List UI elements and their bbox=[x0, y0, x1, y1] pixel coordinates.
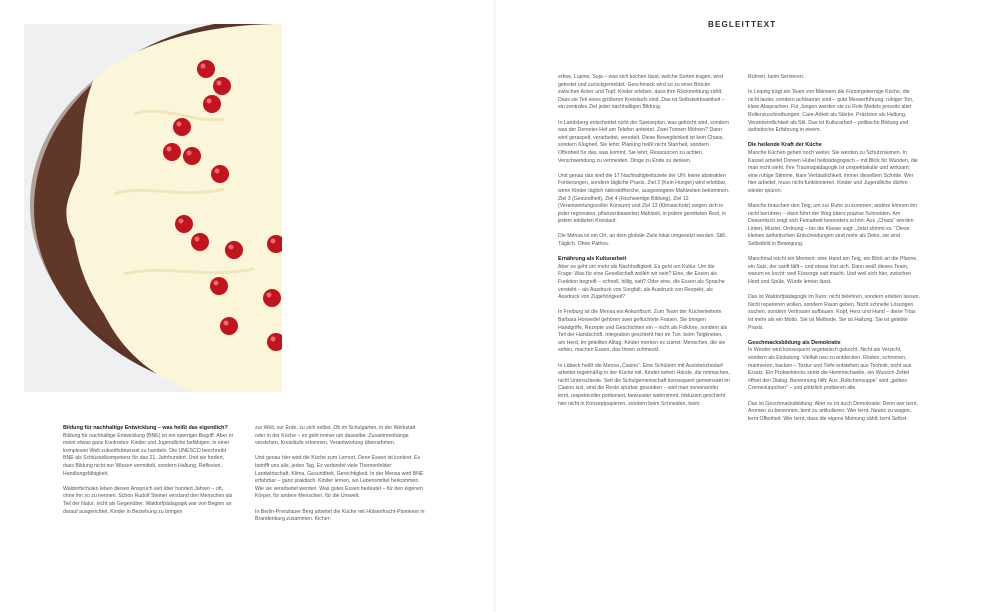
article-subheading: Ernährung als Kulturarbeit bbox=[558, 256, 627, 263]
berry-highlight bbox=[271, 337, 276, 342]
article-subheading: Geschmacksbildung als Demokratie bbox=[748, 339, 841, 346]
cake-photo bbox=[24, 24, 282, 392]
text-column-1 bbox=[63, 425, 235, 524]
page-gutter bbox=[494, 0, 496, 612]
berry-highlight bbox=[207, 99, 212, 104]
article-paragraph: Das ist Waldorfpädagogik im Kern: nicht belehren, sondern erleben lassen. Nicht reparieren wollen, sondern Raum geben. Nicht schnelle Lösungen suchen, sondern Vertrauen aufbauen. Kopf, Herz und Hand – diese Trias ist mehr als ein Motto. Sie ist Methode. Sie ist Haltung. Sie ist gelebte Praxis. bbox=[748, 294, 920, 331]
berry bbox=[210, 277, 228, 295]
berry bbox=[163, 143, 181, 161]
berry-highlight bbox=[215, 169, 220, 174]
article-subheading: Die heilende Kraft der Küche bbox=[748, 142, 822, 149]
berry bbox=[220, 317, 238, 335]
article-paragraph: Die Mensa ist ein Ort, an dem globale Ziele lokal umgesetzt werden. Still. Täglich. Ohne Pathos. bbox=[558, 233, 727, 248]
article-paragraph: In Werder wird konsequent vegetarisch gekocht. Nicht als Verzicht, sondern als Einladung. Vielfalt neu zu entdecken. Rösten, schmoren, marinieren, backen – Textur und Tiefe entstehen aus Technik, nicht aus Ersatz. Ein Probierklecks senkt die Hemmschwelle, ein Wunsch-Zettel öffnet den Dialog. Benennung hilft: Aus „Rübchensuppe“ wird „gelbes Cremesüppchen“ – und plötzlich probieren alle. bbox=[748, 347, 912, 392]
article-subheading: Bildung für nachhaltige Entwicklung – was heißt das eigentlich? bbox=[63, 425, 228, 431]
berry bbox=[263, 289, 281, 307]
article-paragraph: Und genau das sind die 17 Nachhaltigkeitsziele der UN: keine abstrakten Forderungen, sondern tägliche Praxis. Ziel 2 (Kein Hunger) wird erlebbar, wenn Kinder täglich nährstoffreiche, ausgewogene Mahlzeiten bekommen. Ziel 3 (Gesundheit), Ziel 4 (Hochwertige Bildung), Ziel 12 (Verantwortungsvoller Konsum) und Ziel 13 (Klimaschutz) zeigen sich in jeder regionalen, pflanzenbasierten Mahlzeit, in jedem geretteten Rest, in jedem erklärten Kreislauf. bbox=[558, 172, 730, 225]
section-label: BEGLEITTEXT bbox=[708, 20, 777, 29]
article-paragraph: Waldorfschulen leben diesen Anspruch seit über hundert Jahren – oft, ohne ihn so zu nennen. Schon Rudolf Steiner verstand den Menschen als Teil der Natur, nicht als Gegenüber. Waldorfpädagogik war von Beginn an darauf ausgerichtet, Kinder in Beziehung zu bringen bbox=[63, 485, 233, 515]
berry-highlight bbox=[177, 122, 182, 127]
text-column-2 bbox=[255, 425, 427, 531]
berry-highlight bbox=[224, 321, 229, 326]
berry bbox=[213, 77, 231, 95]
berry-highlight bbox=[187, 151, 192, 156]
berry-highlight bbox=[195, 237, 200, 242]
berry-highlight bbox=[167, 147, 172, 152]
article-paragraph: Manchmal reicht ein Moment: eine Hand am Teig, ein Blick an die Pfanne, ein Salz, der sanft fällt – und etwas löst sich. Dann weiß dieses Team, warum es kocht: weil Fürsorge satt macht. Und weil sich hier, zwischen Herd und Spüle, Würde lernen lässt. bbox=[748, 256, 918, 286]
article-paragraph: In Landsberg entscheidet nicht der Speiseplan, was gekocht wird, sondern was der Demeter-Hof am Telefon anbietet. Zwei Tonnen Möhren? Dann wird geraspelt, verarbeitet, veredelt. Diese Beweglichkeit ist kein Chaos, sondern Klugheit. Sie lehrt: Planung heißt nicht Starrheit, sondern Offenheit für das, was kommt. Sie lehrt, Ressourcen zu achten. Verschwendung zu vermeiden. Dinge zu Ende zu denken. bbox=[558, 119, 730, 164]
article-paragraph: Aber es geht um mehr als Nachhaltigkeit. Es geht um Kultur. Um die Frage: Was für eine Gesellschaft wollen wir sein? Eine, die Essen als Funktion begreift – schnell, billig, satt? Oder eine, die Essen als Sprache versteht – als Ausdruck von Sorgfalt, als Ausdruck von Respekt, als Ausdruck von Zugehörigkeit? bbox=[558, 263, 725, 301]
article-paragraph: erbse, Lupine, Soja – was sich kochen lässt, welche Sorten tragen, wird getestet und zurückgemeldet. Geschmack wird so zu einer Brücke zwischen Acker und Topf. Kinder erleben, dass ihre Rückmeldung zählt. Dass sie Teil eines größeren Kreislaufs sind. Das ist Selbstwirksamkeit – ein zentrales Ziel jeder nachhaltigen Bildung. bbox=[558, 74, 725, 111]
article-paragraph: Und genau hier wird die Küche zum Lernort. Denn Essen ist konkret. Es betrifft uns alle, jeden Tag. Es verbindet viele Themenfelder: Landwirtschaft, Klima, Gesundheit, Gerechtigkeit. In der Mensa wird BNE erfahrbar – ganz praktisch. Kinder lernen, wo Lebensmittel herkommen. Wie sie verarbeitet werden. Was gutes Essen bedeutet – für den eigenen Körper, für andere Menschen, für die Umwelt. bbox=[255, 455, 424, 500]
berry-highlight bbox=[229, 245, 234, 250]
article-paragraph: In Lübeck heißt die Mensa „Casino“. Eine Schülerin mit Assistenzbedarf arbeitet regelmäßig in der Küche mit. Kinder sehen Hände, die mitmachen, nicht Unterschiede. Seit die Schulgemeinschaft konsequent gemeinsam im Casino isst, sind die Reste spürbar gesunken – weil man voneinander lernt, respektvoller portioniert, bewusster wahrnimmt. Inklusion geschieht hier nicht in Konzeptpapieren, sondern beim Schneiden, beim bbox=[558, 362, 730, 407]
article-paragraph: In Berlin-Prenzlauer Berg arbeitet die Küche mit Hülsenfrucht-Pionieren in Brandenburg zusammen. Kicher- bbox=[255, 508, 425, 523]
article-paragraph: In Leipzig trägt ein Team von Männern die Fürsorgekernige Küche, die nicht lauter, sondern achtsamer sind – gute Messerführung, ruhiger Ton, klare Absprachen. Für Jungen werden sie zu Role Models jenseits alter Rollenzuschreibungen: Care-Arbeit als Stärke, Präzision als Haltung, Verantwortlichkeit als Stil. Das ist Kulturarbeit – politische Bildung und ästhetische Erfahrung in einem. bbox=[748, 89, 914, 134]
berry-highlight bbox=[267, 293, 272, 298]
article-paragraph: zur Welt, zur Erde, zu sich selbst. Ob im Schulgarten, in der Werkstatt oder in der Küche – es geht immer um dasselbe: Zusammenhänge verstehen, Kreisläufe erkennen, Verantwortung übernehmen. bbox=[255, 425, 416, 447]
berry-highlight bbox=[201, 64, 206, 69]
berry bbox=[225, 241, 243, 259]
cake-illustration bbox=[24, 24, 282, 392]
article-paragraph: Bildung für nachhaltige Entwicklung (BNE) ist ein sperriger Begriff. Aber er meint etwas ganz Konkretes: Kinder und Jugendliche befähigen, in einer komplexen Welt zukunftsbewusst zu handeln. Die UNESCO beschreibt BNE als Schlüsselkompetenz für das 21. Jahrhundert. Und sie fordert, dass Bildung nicht nur Wissen vermittelt, sondern Haltung, Reflexion, Handlungsfähigkeit. bbox=[63, 432, 234, 477]
berry bbox=[197, 60, 215, 78]
berry bbox=[203, 95, 221, 113]
berry-highlight bbox=[271, 239, 276, 244]
berry-highlight bbox=[214, 281, 219, 286]
berry bbox=[211, 165, 229, 183]
article-paragraph: Manche Küchen gehen noch weiter. Sie werden zu Schutzräumen. In Kassel arbeitet Doreen Hübel heilpädagogisch – mit Blick für Wunden, die man nicht sieht. Ihre Traumapädagogik ist unspektakulär und wirksam: eine ruhige Stimme, klare Verlässlichkeit, immer dieselben Schritte. Wer hier arbeitet, muss nicht funktionieren. Kinder und Jugendliche dürfen wieder spüren. bbox=[748, 149, 918, 194]
berry bbox=[175, 215, 193, 233]
berry-highlight bbox=[179, 219, 184, 224]
berry bbox=[191, 233, 209, 251]
berry bbox=[173, 118, 191, 136]
article-paragraph: Das ist Geschmacksbildung. Aber es ist auch Demokratie: Denn wer lernt, Aromen zu benennen, lernt zu artikulieren. Wer lernt, Neues zu wagen, lernt Offenheit. Wer lernt, dass die eigene Meinung zählt, lernt Selbst- bbox=[748, 400, 918, 422]
article-paragraph: Rühren, beim Servieren. bbox=[748, 74, 805, 80]
article-paragraph: In Freiburg ist die Mensa ein Ankunftsort. Zum Team der Küchenleiterin Barbara Horwedel gehören zwei geflüchtete Frauen. Sie bringen Handgriffe, Rezepte und Geschichten ein – nicht als Folklore, sondern als Teil der Handschrift. Integration geschieht hier im Tun: beim Teigkneten, am Herd, im geteilten Alltag. Kinder merken es zuerst: Menschen, die sie sehen, machen Essen, das Ihnen schmeckt. bbox=[558, 309, 728, 354]
text-column-3 bbox=[558, 74, 730, 416]
text-column-4 bbox=[748, 74, 920, 431]
berry-highlight bbox=[217, 81, 222, 86]
article-paragraph: Manche brauchen den Teig, um zur Ruhe zu kommen; andere können ihn nicht berühren – dann führt der Weg übers präzise Schneiden. Am Dessertisch zeigt sich Feinarbeit besonders schön: Aus „Chaos“ werden Linien, Muster, Ordnung – bis die Klasse sagt: „Jetzt stimmt es.“ Diese kleinen ästhetischen Entscheidungen sind mehr als Deko, sie sind Selbstbild in Bewegung. bbox=[748, 203, 918, 248]
berry bbox=[183, 147, 201, 165]
